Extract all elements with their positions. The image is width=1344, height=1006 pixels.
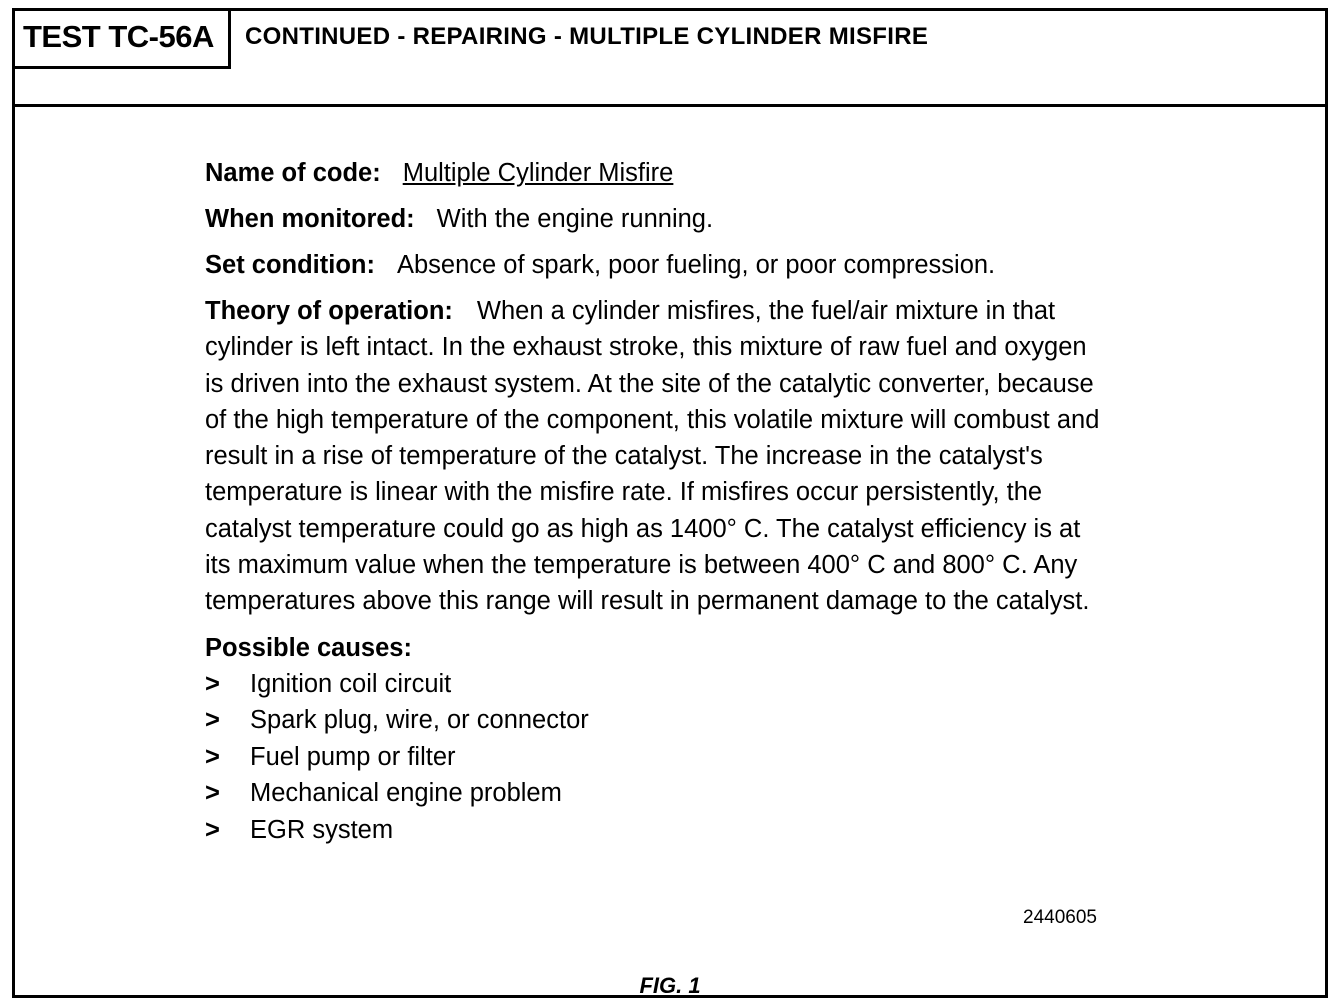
header-title: CONTINUED - REPAIRING - MULTIPLE CYLINDER MISFIRE xyxy=(245,23,929,50)
theory-label: Theory of operation: xyxy=(205,297,453,325)
cause-text: Mechanical engine problem xyxy=(250,779,562,808)
set-condition-field xyxy=(205,247,1105,283)
when-monitored-label: When monitored: xyxy=(205,205,415,233)
name-of-code-label: Name of code: xyxy=(205,159,381,187)
cause-text: Spark plug, wire, or connector xyxy=(250,706,589,735)
set-condition-label: Set condition: xyxy=(205,251,375,279)
list-item xyxy=(205,812,1105,849)
test-id: TEST TC-56A xyxy=(15,11,231,69)
figure-caption: FIG. 1 xyxy=(639,973,701,998)
main-content xyxy=(205,155,1105,848)
theory-value: When a cylinder misfires, the fuel/air mixture in that cylinder is left intact. In the exhaust stroke, this mixture of raw fuel and oxygen is driven into the exhaust system. At the site of the catalytic converter, because of the high temperature of the component, this volatile mixture will combust and result in a rise of temperature of the catalyst. The increase in the catalyst's temperature is linear with the misfire rate. If misfires occur persistently, the catalyst temperature could go as high as 1400° C. The catalyst efficiency is at its maximum value when the temperature is between 400° C and 800° C. Any temperatures above this range will result in permanent damage to the catalyst. xyxy=(205,297,1100,616)
when-monitored-value: With the engine running. xyxy=(436,205,714,233)
cause-text: Fuel pump or filter xyxy=(250,742,456,771)
list-item xyxy=(205,702,1105,739)
chevron-right-icon: > xyxy=(205,779,220,808)
when-monitored-field xyxy=(205,201,1105,237)
chevron-right-icon: > xyxy=(205,706,220,735)
chevron-right-icon: > xyxy=(205,815,220,844)
possible-causes-list xyxy=(205,666,1105,849)
header xyxy=(15,11,1325,107)
set-condition-value: Absence of spark, poor fueling, or poor compression. xyxy=(396,251,996,279)
name-of-code-value: Multiple Cylinder Misfire xyxy=(402,159,674,187)
list-item xyxy=(205,666,1105,703)
possible-causes-label: Possible causes: xyxy=(205,633,412,662)
name-of-code-field xyxy=(205,155,1105,191)
cause-text: EGR system xyxy=(250,815,394,844)
list-item xyxy=(205,739,1105,776)
reference-number: 2440605 xyxy=(1023,907,1097,928)
list-item xyxy=(205,775,1105,812)
theory-field xyxy=(205,293,1105,620)
chevron-right-icon: > xyxy=(205,669,220,698)
cause-text: Ignition coil circuit xyxy=(250,669,452,698)
chevron-right-icon: > xyxy=(205,742,220,771)
